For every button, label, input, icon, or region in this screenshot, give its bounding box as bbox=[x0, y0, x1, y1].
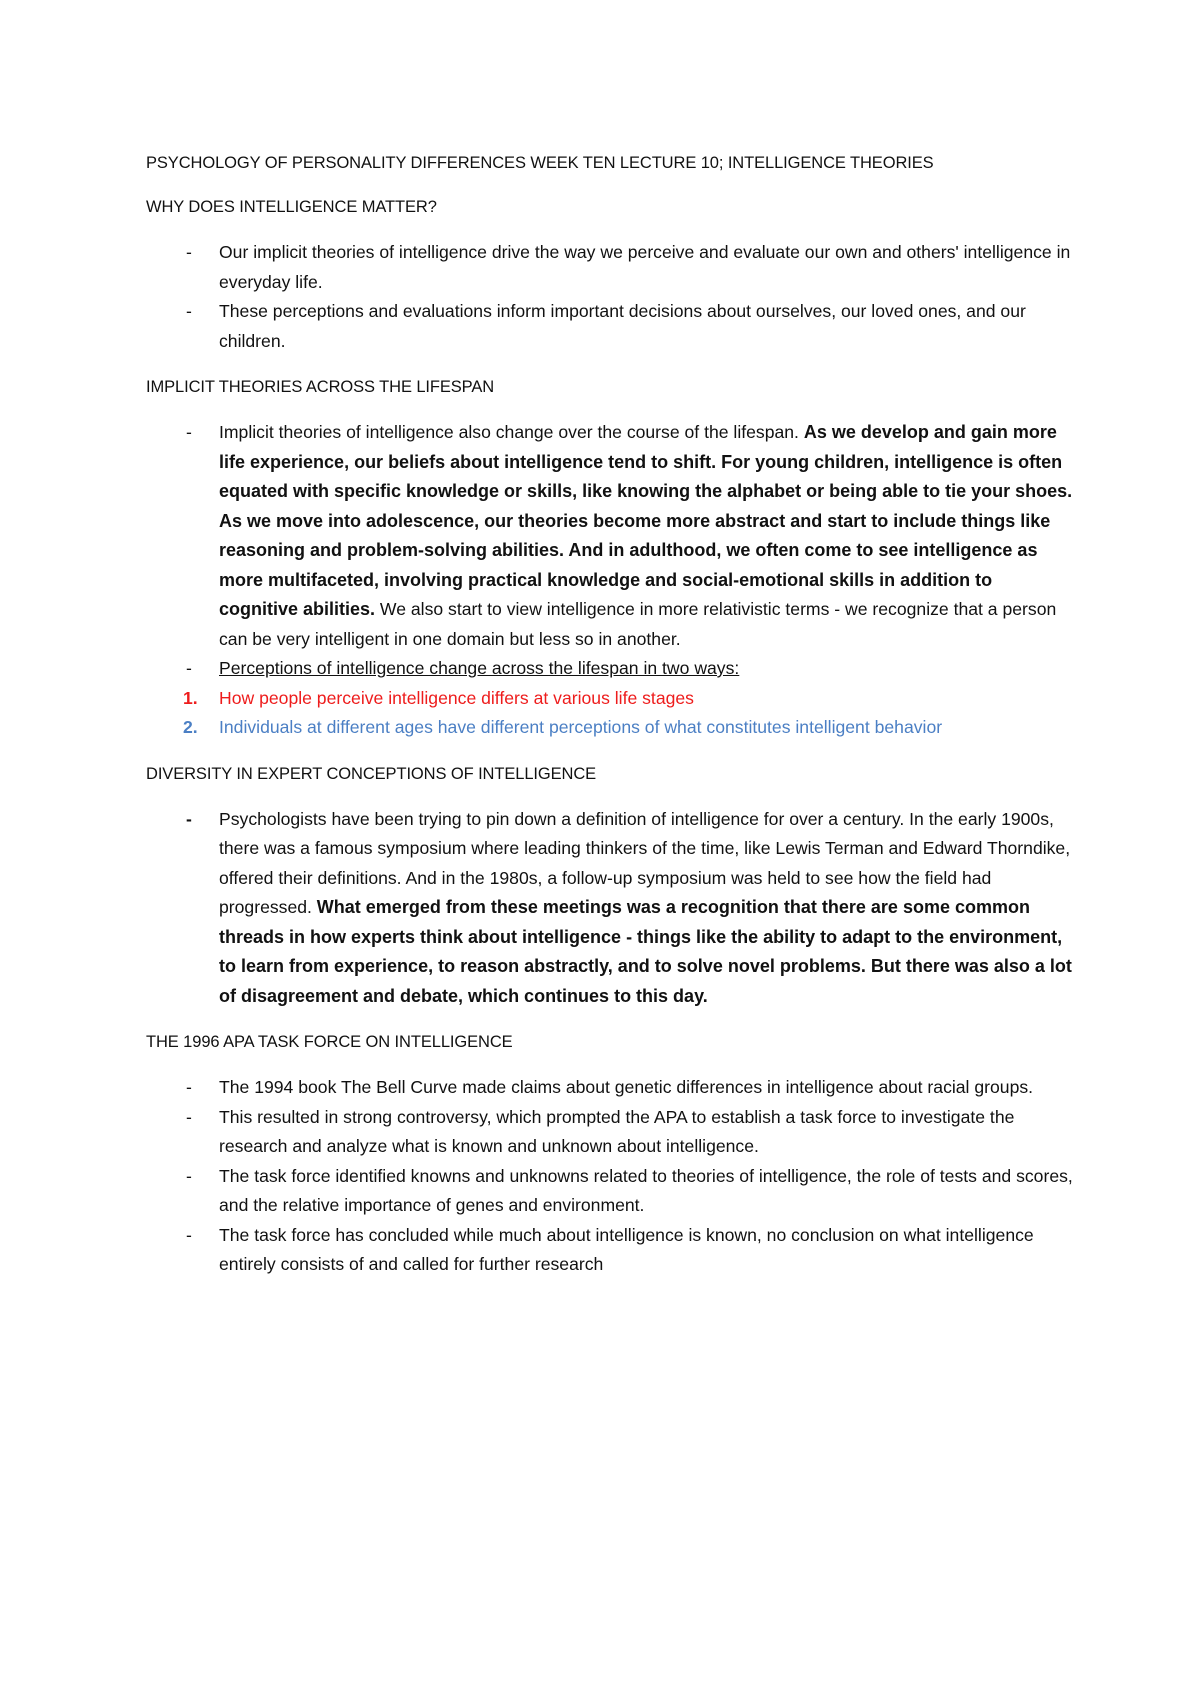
list-item-text-plain: Implicit theories of intelligence also change over the course of the lifespan. bbox=[219, 422, 804, 442]
dash-marker: - bbox=[186, 1224, 192, 1245]
list-item-text-plain: We also start to view intelligence in more relativistic terms - we recognize that a person can be very intelligent in one domain but less so in another. bbox=[219, 599, 1057, 649]
numbered-item-red bbox=[146, 684, 1076, 714]
number-marker: 2. bbox=[183, 717, 198, 737]
section-heading-apa: THE 1996 APA TASK FORCE ON INTELLIGENCE bbox=[146, 1033, 513, 1051]
dash-marker: - bbox=[186, 1077, 192, 1097]
section-heading-why: WHY DOES INTELLIGENCE MATTER? bbox=[146, 198, 437, 216]
list-item-text: The task force identified knowns and unknowns related to theories of intelligence, the role of tests and scores, and the relative importance of genes and environment. bbox=[219, 1165, 1073, 1215]
list-item-text-bold: As we develop and gain more life experience, our beliefs about intelligence tend to shift. For young children, intelligence is often equated with specific knowledge or skills, like knowing the alphabet or being able to tie your shoes. As we move into adolescence, our theories become more abstract and start to include things like reasoning and problem-solving abilities. And in adulthood, we often come to see intelligence as more multifaceted, involving practical knowledge and social-emotional skills in addition to cognitive abilities. bbox=[219, 422, 1073, 619]
list-item-text-bold: What emerged from these meetings was a recognition that there are some common threads in how experts think about intelligence - things like the ability to adapt to the environment, to learn from experience, to reason abstractly, and to solve novel problems. But there was also a lot of disagreement and debate, which continues to this day. bbox=[219, 897, 1072, 1006]
list-item-text-underlined: Perceptions of intelligence change across the lifespan in two ways: bbox=[219, 658, 740, 678]
section-heading-diversity: DIVERSITY IN EXPERT CONCEPTIONS OF INTELLIGENCE bbox=[146, 764, 597, 783]
numbered-item-blue bbox=[146, 713, 1076, 743]
document-body bbox=[146, 152, 1076, 1300]
dash-marker: - bbox=[186, 1106, 192, 1127]
list-item-text: The 1994 book The Bell Curve made claims about genetic differences in intelligence about racial groups. bbox=[219, 1077, 1034, 1097]
dash-marker: - bbox=[186, 1165, 192, 1186]
list-item bbox=[146, 1103, 1076, 1162]
list-item-text: These perceptions and evaluations inform important decisions about ourselves, our loved ones, and our children. bbox=[219, 301, 1026, 351]
list-item bbox=[146, 1073, 1076, 1103]
dash-marker: - bbox=[186, 808, 192, 829]
list-item bbox=[146, 805, 1076, 1012]
numbered-item-text: How people perceive intelligence differs at various life stages bbox=[219, 687, 694, 708]
dash-marker: - bbox=[186, 422, 192, 442]
list-item-text: The task force has concluded while much about intelligence is known, no conclusion on what intelligence entirely consists of and called for further research bbox=[219, 1224, 1034, 1274]
dash-marker: - bbox=[186, 242, 192, 262]
list-item bbox=[146, 654, 1076, 684]
list-item-text: This resulted in strong controversy, which prompted the APA to establish a task force to investigate the research and analyze what is known and unknown about intelligence. bbox=[219, 1106, 1015, 1156]
diversity-list bbox=[146, 805, 1076, 1012]
numbered-item-text: Individuals at different ages have different perceptions of what constitutes intelligent behavior bbox=[219, 717, 943, 737]
dash-marker: - bbox=[186, 301, 192, 321]
number-marker: 1. bbox=[183, 687, 198, 708]
list-item-text-plain: Psychologists have been trying to pin down a definition of intelligence for over a century. In the early 1900s, there was a famous symposium where leading thinkers of the time, like Lewis Terman and Edward Thorndike, offered their definitions. And in the 1980s, a follow-up symposium was held to see how the field had progressed. bbox=[219, 808, 1071, 917]
apa-list bbox=[146, 1073, 1076, 1280]
list-item-text: Our implicit theories of intelligence drive the way we perceive and evaluate our own and others' intelligence in everyday life. bbox=[219, 242, 1071, 292]
implicit-list bbox=[146, 418, 1076, 743]
list-item bbox=[146, 297, 1076, 356]
dash-marker: - bbox=[186, 658, 192, 678]
list-item bbox=[146, 1221, 1076, 1280]
list-item bbox=[146, 418, 1076, 654]
list-item bbox=[146, 238, 1076, 297]
why-list bbox=[146, 238, 1076, 356]
section-heading-implicit: IMPLICIT THEORIES ACROSS THE LIFESPAN bbox=[146, 378, 495, 396]
list-item bbox=[146, 1162, 1076, 1221]
document-title: PSYCHOLOGY OF PERSONALITY DIFFERENCES WEEK TEN LECTURE 10; INTELLIGENCE THEORIES bbox=[146, 154, 934, 172]
